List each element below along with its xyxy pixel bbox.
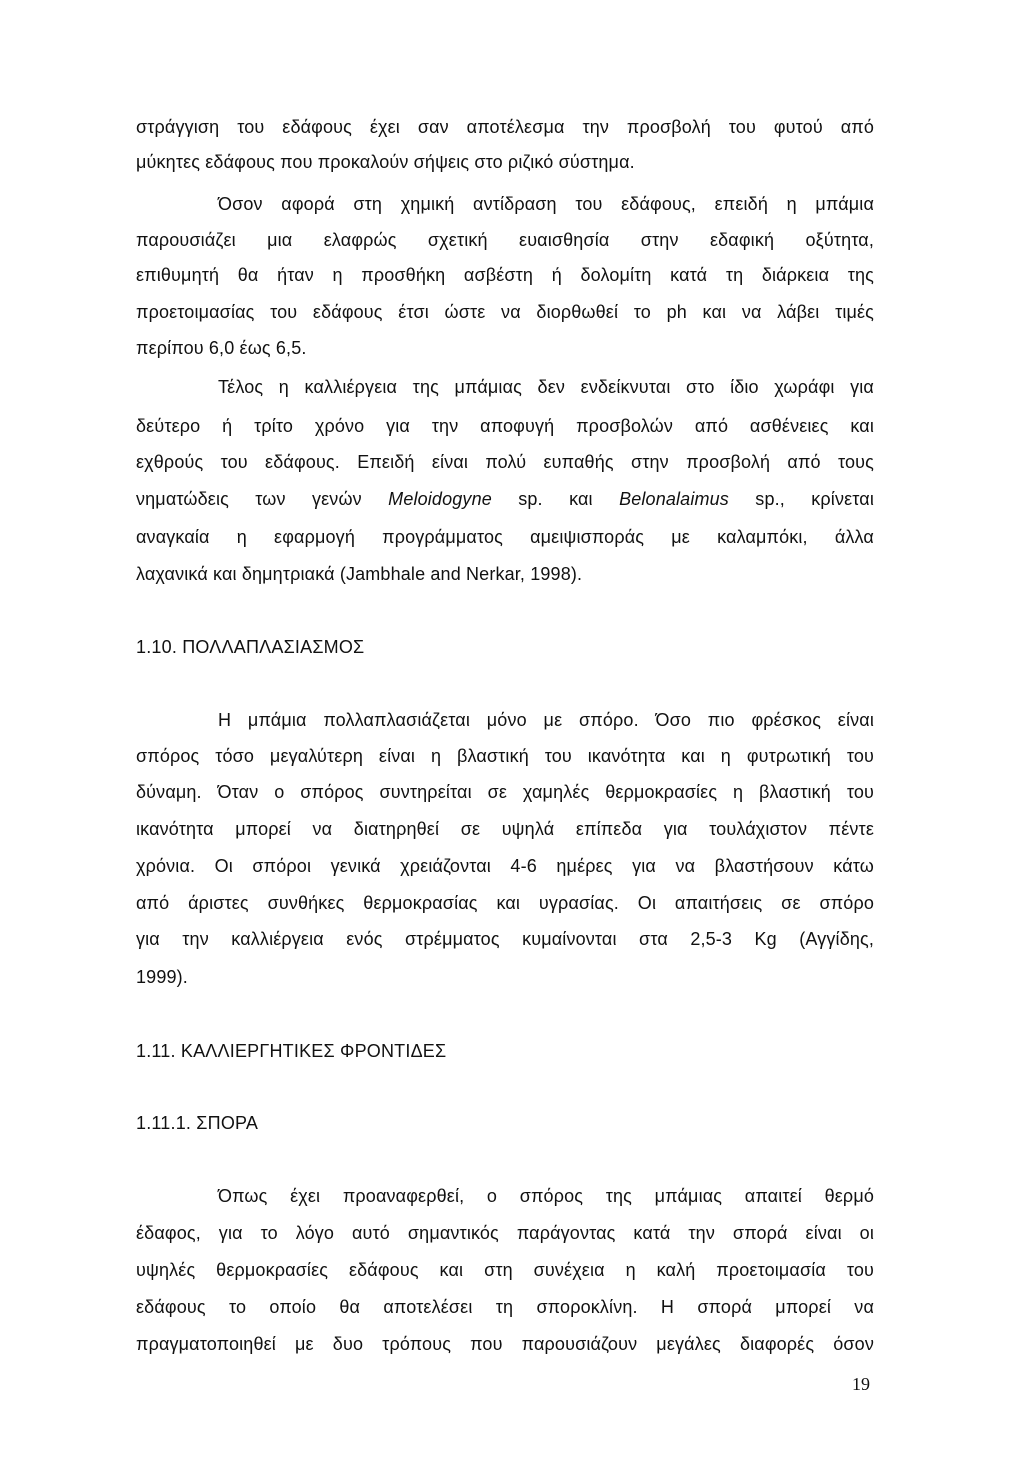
paragraph-line: σπόρος τόσο μεγαλύτερη είναι η βλαστική του ικανότητα και η φυτρωτική του <box>136 746 874 766</box>
paragraph-line: δεύτερο ή τρίτο χρόνο για την αποφυγή προσβολών από ασθένειες και <box>136 416 874 436</box>
paragraph-line: μύκητες εδάφους που προκαλούν σήψεις στο ριζικό σύστημα. <box>136 152 635 172</box>
page-number: 19 <box>852 1374 870 1394</box>
paragraph-line: Όπως έχει προαναφερθεί, ο σπόρος της μπάμιας απαιτεί θερμό <box>218 1186 874 1206</box>
paragraph-line: δύναμη. Όταν ο σπόρος συντηρείται σε χαμηλές θερμοκρασίες η βλαστική του <box>136 782 874 802</box>
paragraph-line: υψηλές θερμοκρασίες εδάφους και στη συνέχεια η καλή προετοιμασία του <box>136 1260 874 1280</box>
paragraph-line: Η μπάμια πολλαπλασιάζεται μόνο με σπόρο. Όσο πιο φρέσκος είναι <box>218 710 874 730</box>
paragraph-line: παρουσιάζει μια ελαφρώς σχετική ευαισθησία στην εδαφική οξύτητα, <box>136 230 874 250</box>
paragraph-line: πραγματοποιηθεί με δυο τρόπους που παρουσιάζουν μεγάλες διαφορές όσον <box>136 1334 874 1354</box>
section-heading: 1.11. ΚΑΛΛΙΕΡΓΗΤΙΚΕΣ ΦΡΟΝΤΙΔΕΣ <box>136 1041 447 1061</box>
paragraph-line: προετοιμασίας του εδάφους έτσι ώστε να διορθωθεί το ph και να λάβει τιμές <box>136 302 874 322</box>
subsection-heading: 1.11.1. ΣΠΟΡΑ <box>136 1113 259 1133</box>
paragraph-line: ικανότητα μπορεί να διατηρηθεί σε υψηλά επίπεδα για τουλάχιστον πέντε <box>136 819 874 839</box>
paragraph-line: Όσον αφορά στη χημική αντίδραση του εδάφους, επειδή η μπάμια <box>218 194 874 214</box>
section-heading: 1.10. ΠΟΛΛΑΠΛΑΣΙΑΣΜΟΣ <box>136 637 365 657</box>
paragraph-line: περίπου 6,0 έως 6,5. <box>136 338 307 358</box>
paragraph-line-with-genera <box>136 488 874 510</box>
text-segment: sp., κρίνεται <box>728 489 874 509</box>
paragraph-line: εδάφους το οποίο θα αποτελέσει τη σποροκλίνη. Η σπορά μπορεί να <box>136 1297 874 1317</box>
paragraph-line: χρόνια. Οι σπόροι γενικά χρειάζονται 4-6 ημέρες για να βλαστήσουν κάτω <box>136 856 874 876</box>
paragraph-line: αναγκαία η εφαρμογή προγράμματος αμειψισποράς με καλαμπόκι, άλλα <box>136 527 874 547</box>
paragraph-line: από άριστες συνθήκες θερμοκρασίας και υγρασίας. Οι απαιτήσεις σε σπόρο <box>136 893 874 913</box>
genus-name-meloidogyne: Meloidogyne <box>388 489 492 509</box>
genus-name-belonalaimus: Belonalaimus <box>619 489 729 509</box>
paragraph-line: λαχανικά και δημητριακά (Jambhale and Nerkar, 1998). <box>136 564 583 584</box>
paragraph-line: έδαφος, για το λόγο αυτό σημαντικός παράγοντας κατά την σπορά είναι οι <box>136 1223 874 1243</box>
paragraph-line: για την καλλιέργεια ενός στρέμματος κυμαίνονται στα 2,5-3 Kg (Αγγίδης, <box>136 929 874 949</box>
paragraph-line: επιθυμητή θα ήταν η προσθήκη ασβέστη ή δολομίτη κατά τη διάρκεια της <box>136 265 874 285</box>
paragraph-line: 1999). <box>136 967 188 987</box>
paragraph-line: Τέλος η καλλιέργεια της μπάμιας δεν ενδείκνυται στο ίδιο χωράφι για <box>218 377 874 397</box>
paragraph-line: εχθρούς του εδάφους. Επειδή είναι πολύ ευπαθής στην προσβολή από τους <box>136 452 874 472</box>
text-segment: sp. και <box>491 489 620 509</box>
text-segment: νηματώδεις των γενών <box>136 489 389 509</box>
paragraph-line: στράγγιση του εδάφους έχει σαν αποτέλεσμα την προσβολή του φυτού από <box>136 117 874 137</box>
